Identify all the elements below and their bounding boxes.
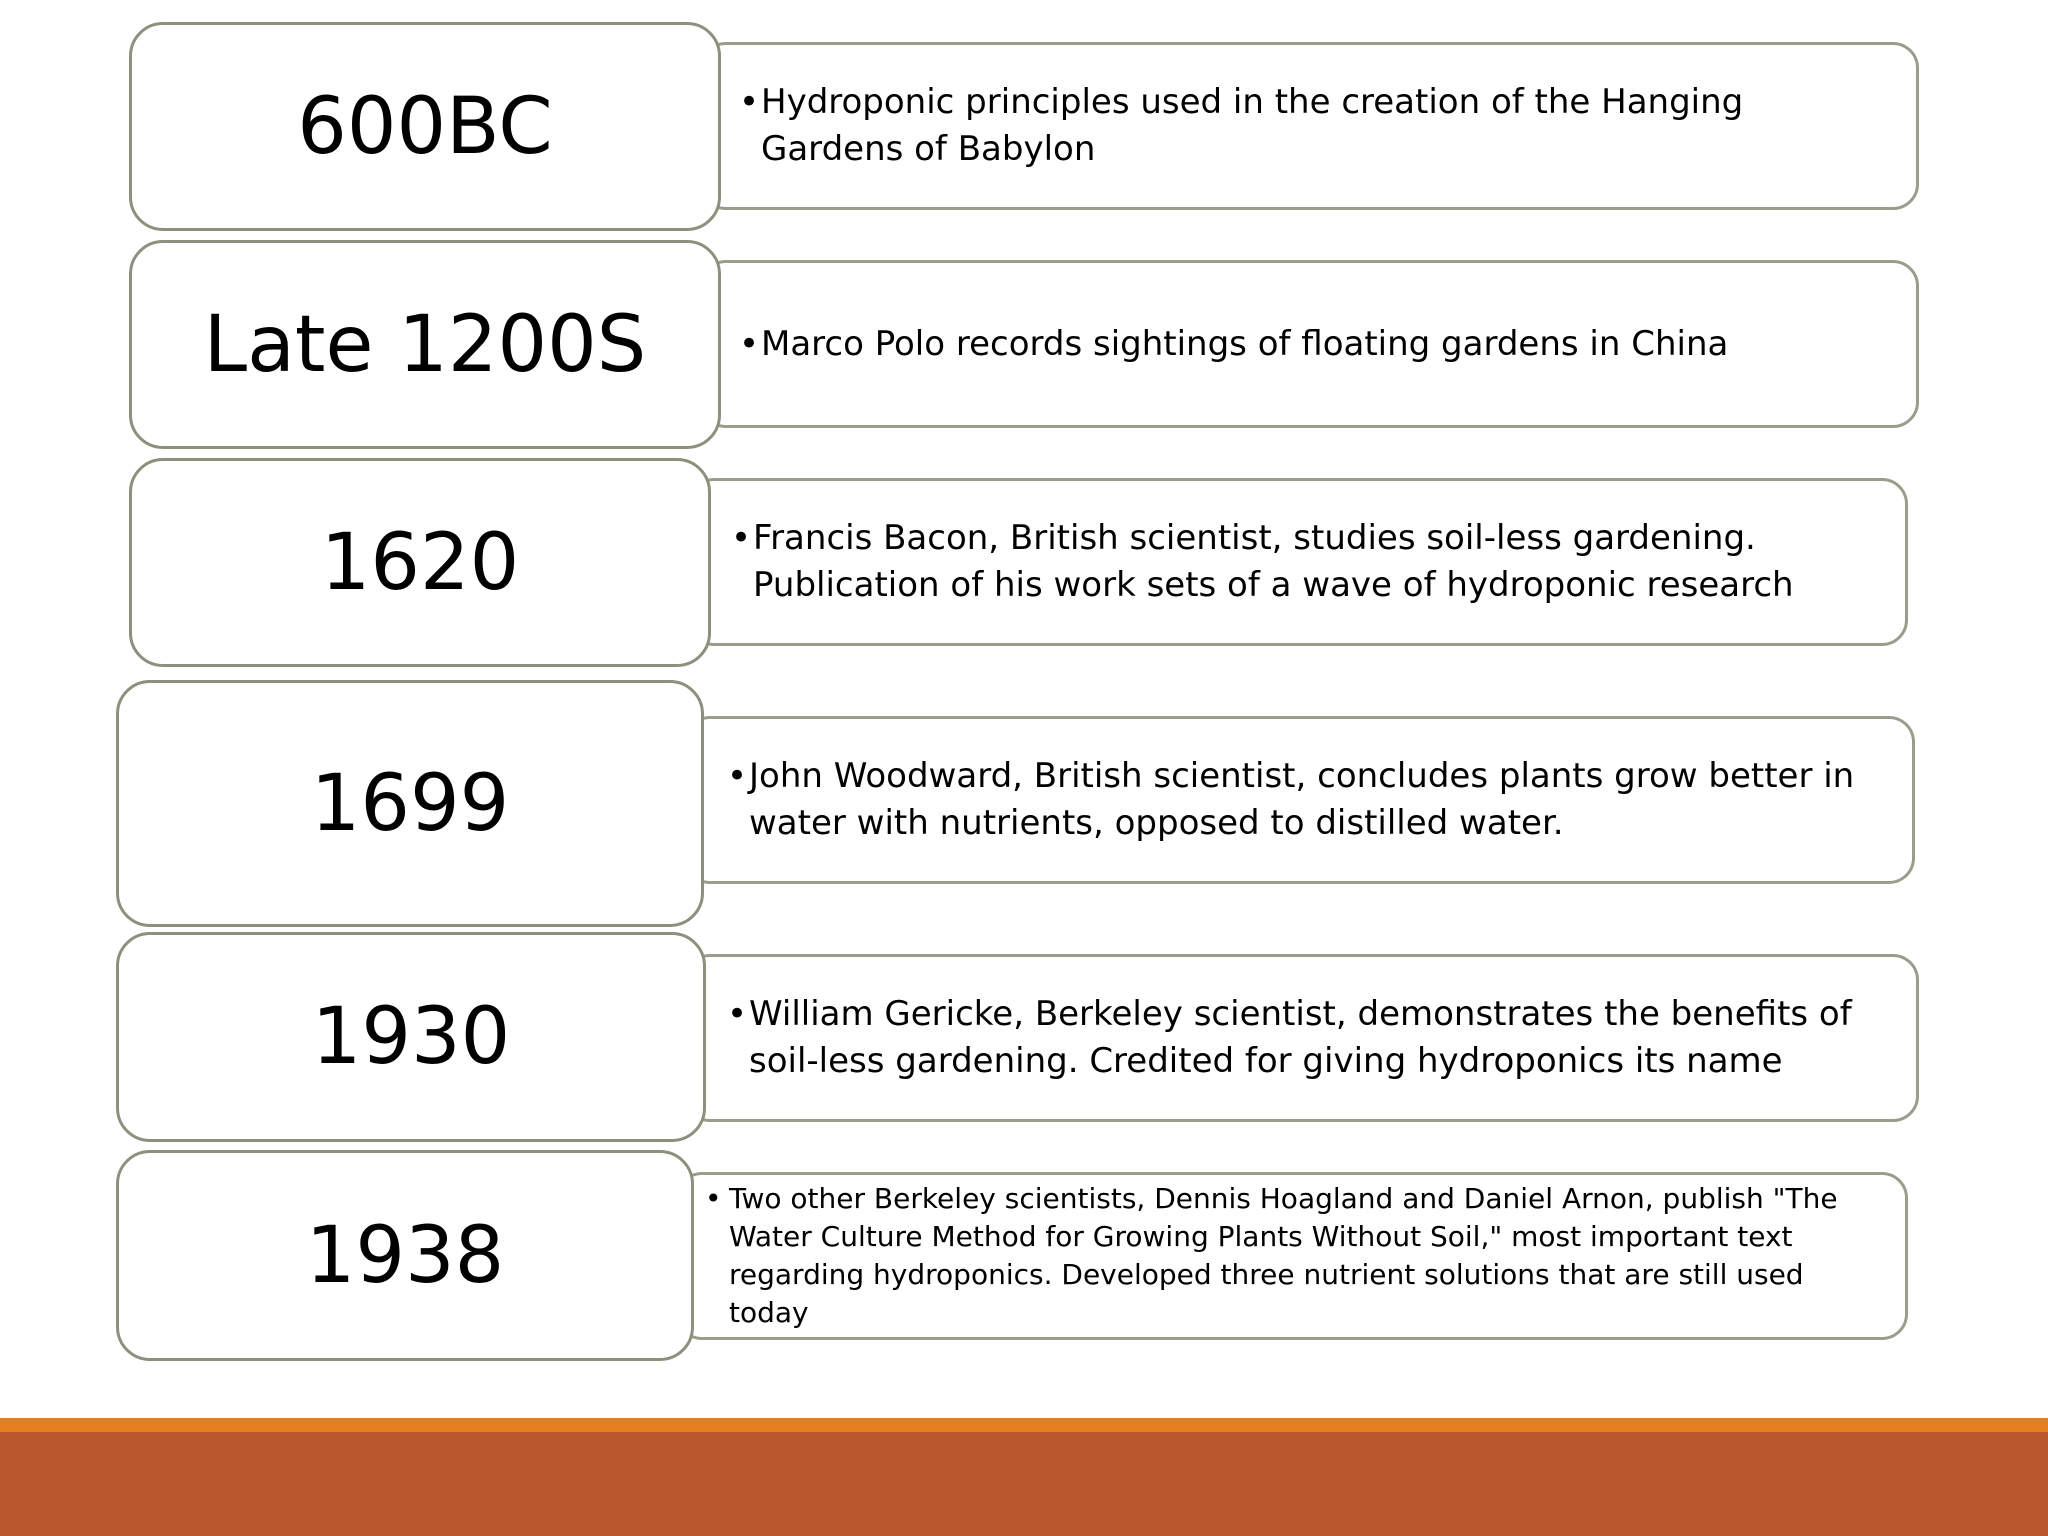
bullet-icon: • [727,994,748,1034]
timeline-description-box [700,260,1919,428]
timeline-description-text: Marco Polo records sightings of floating gardens in China [761,323,1729,364]
timeline-description-item [739,321,1728,368]
timeline-date-label: 1930 [311,992,511,1082]
timeline-description-text: John Woodward, British scientist, concludes plants grow better in water with nutrients, opposed to distilled water. [749,756,1855,843]
timeline-description-box [684,954,1919,1122]
timeline-description-text: Hydroponic principles used in the creation of the Hanging Gardens of Babylon [761,82,1744,169]
timeline-date-box [129,240,721,449]
bullet-icon: • [727,756,748,796]
timeline-date-label: 1699 [310,758,510,849]
bullet-icon: • [731,518,752,558]
bullet-icon: • [739,323,760,364]
timeline-description-text: William Gericke, Berkeley scientist, demonstrates the benefits of soil-less gardening. Credited for giving hydroponics its name [749,994,1852,1081]
timeline-description-box [688,478,1908,646]
timeline-description-item [739,79,1876,173]
footer-accent-line [0,1418,2048,1432]
timeline-description-box [700,42,1919,210]
timeline-description-item [731,515,1865,609]
timeline-date-box [129,22,721,231]
timeline-date-label: 600BC [297,81,553,172]
timeline-description-box [684,716,1915,884]
timeline-date-box [129,458,711,667]
timeline-date-box [116,1150,694,1361]
bullet-icon: • [739,82,760,122]
footer-bar [0,1432,2048,1536]
timeline-description-item [727,991,1886,1085]
timeline-description-item [727,753,1882,847]
bullet-icon: • [705,1182,722,1215]
timeline-date-label: Late 1200S [203,299,647,390]
timeline-description-item [705,1180,1885,1332]
timeline-date-box [116,932,706,1142]
timeline-description-text: Francis Bacon, British scientist, studies soil-less gardening. Publication of his work sets of a wave of hydroponic research [753,518,1794,605]
timeline-description-box [676,1172,1908,1340]
timeline-date-label: 1620 [320,517,520,608]
timeline-description-text: Two other Berkeley scientists, Dennis Hoagland and Daniel Arnon, publish "The Water Culture Method for Growing Plants Without Soil," most important text regarding hydroponics. Developed three nutrient solutions that are still used today [729,1182,1838,1329]
timeline-date-label: 1938 [305,1210,505,1301]
timeline-date-box [116,680,704,927]
